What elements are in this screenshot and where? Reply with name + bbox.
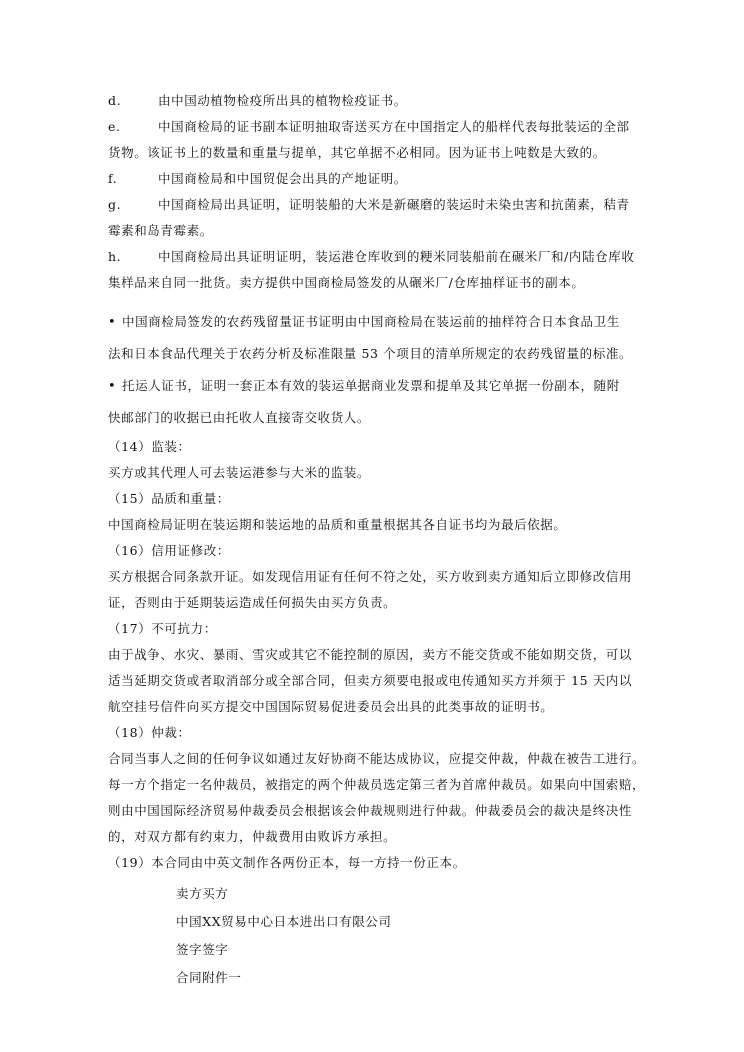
bullet-continuation: 法和日本食品代理关于农药分析及标准限量 53 个项目的清单所规定的农药残留量的标准。: [108, 346, 633, 361]
bullet-text: 中国商检局签发的农药残留量证书证明由中国商检局在装运前的抽样符合日本食品卫生: [122, 314, 620, 329]
item-h: [108, 244, 634, 270]
section-body: 买方或其代理人可去装运港参与大米的监装。: [108, 465, 371, 480]
section-body: 中国商检局证明在装运期和装运地的品质和重量根据其各自证书均为最后依据。: [108, 517, 567, 532]
item-label: f.: [108, 171, 118, 186]
section-body: 每一方个指定一名仲裁员，被指定的两个仲裁员选定第三者为首席仲裁员。如果向中国索赔，: [108, 777, 646, 792]
section-heading: （15）品质和重量：: [108, 491, 230, 506]
signature-sign: 签字签字: [176, 942, 229, 957]
item-text: 中国商检局出具证明证明，装运港仓库收到的粳米同装船前在碾米厂和/内陆仓库收: [158, 249, 635, 264]
section-heading: （18）仲裁：: [108, 725, 191, 740]
item-label: h.: [108, 249, 122, 264]
item-g-continuation: 霉素和岛青霉素。: [108, 223, 213, 238]
item-text: 由中国动植物检疫所出具的植物检疫证书。: [158, 93, 407, 108]
bullet-continuation: 快邮部门的收据已由托收人直接寄交收货人。: [108, 410, 371, 425]
document-page: [108, 88, 646, 992]
section-body: 由于战争、水灾、暴雨、雪灾或其它不能控制的原因，卖方不能交货或不能如期交货，可以: [108, 647, 633, 662]
item-e-continuation: 货物。该证书上的数量和重量与提单，其它单据不必相同。因为证书上吨数是大致的。: [108, 145, 606, 160]
section-body: 证，否则由于延期装运造成任何损失由买方负责。: [108, 595, 397, 610]
section-heading: （14）监装：: [108, 439, 191, 454]
bullet-item: [108, 306, 634, 338]
contract-annex: 合同附件一: [176, 970, 242, 985]
item-text: 中国商检局的证书副本证明抽取寄送买方在中国指定人的船样代表每批装运的全部: [158, 119, 630, 134]
section-heading: （17）不可抗力：: [108, 621, 217, 636]
bullet-text: 托运人证书，证明一套正本有效的装运单据商业发票和提单及其它单据一份副本，随附: [122, 378, 620, 393]
section-body: 合同当事人之间的任何争议如通过友好协商不能达成协议，应提交仲裁，仲裁在被告工进行。: [108, 751, 646, 766]
item-text: 中国商检局和中国贸促会出具的产地证明。: [158, 171, 407, 186]
section-body: 适当延期交货或者取消部分或全部合同，但卖方须要电报或电传通知买方并须于 15 天内以: [108, 673, 633, 688]
signature-parties: 卖方买方: [176, 886, 229, 901]
bullet-item: [108, 370, 634, 402]
section-body: 买方根据合同条款开证。如发现信用证有任何不符之处，买方收到卖方通知后立即修改信用: [108, 569, 633, 584]
item-e: [108, 114, 634, 140]
item-label: g.: [108, 197, 122, 212]
section-body: 的，对双方都有约束力，仲裁费用由败诉方承担。: [108, 829, 397, 844]
item-text: 中国商检局出具证明，证明装船的大米是新碾磨的装运时未染虫害和抗菌素，秸青: [158, 197, 630, 212]
section-body: 则由中国国际经济贸易仲裁委员会根据该会仲裁规则进行仲裁。仲裁委员会的裁决是终决性: [108, 803, 633, 818]
bullet-icon: •: [108, 315, 117, 330]
item-g: [108, 192, 634, 218]
item-h-continuation: 集样品来自同一批货。卖方提供中国商检局签发的从碾米厂/仓库抽样证书的副本。: [108, 275, 585, 290]
item-label: e.: [108, 119, 121, 134]
section-body: 航空挂号信件向买方提交中国国际贸易促进委员会出具的此类事故的证明书。: [108, 699, 554, 714]
section-heading: （16）信用证修改：: [108, 543, 230, 558]
item-d: [108, 88, 634, 114]
item-label: d.: [108, 93, 122, 108]
closing-clause: （19）本合同由中英文制作各两份正本，每一方持一份正本。: [108, 855, 466, 870]
signature-company: 中国XX贸易中心日本进出口有限公司: [176, 914, 392, 929]
item-f: [108, 166, 634, 192]
bullet-icon: •: [108, 379, 117, 394]
